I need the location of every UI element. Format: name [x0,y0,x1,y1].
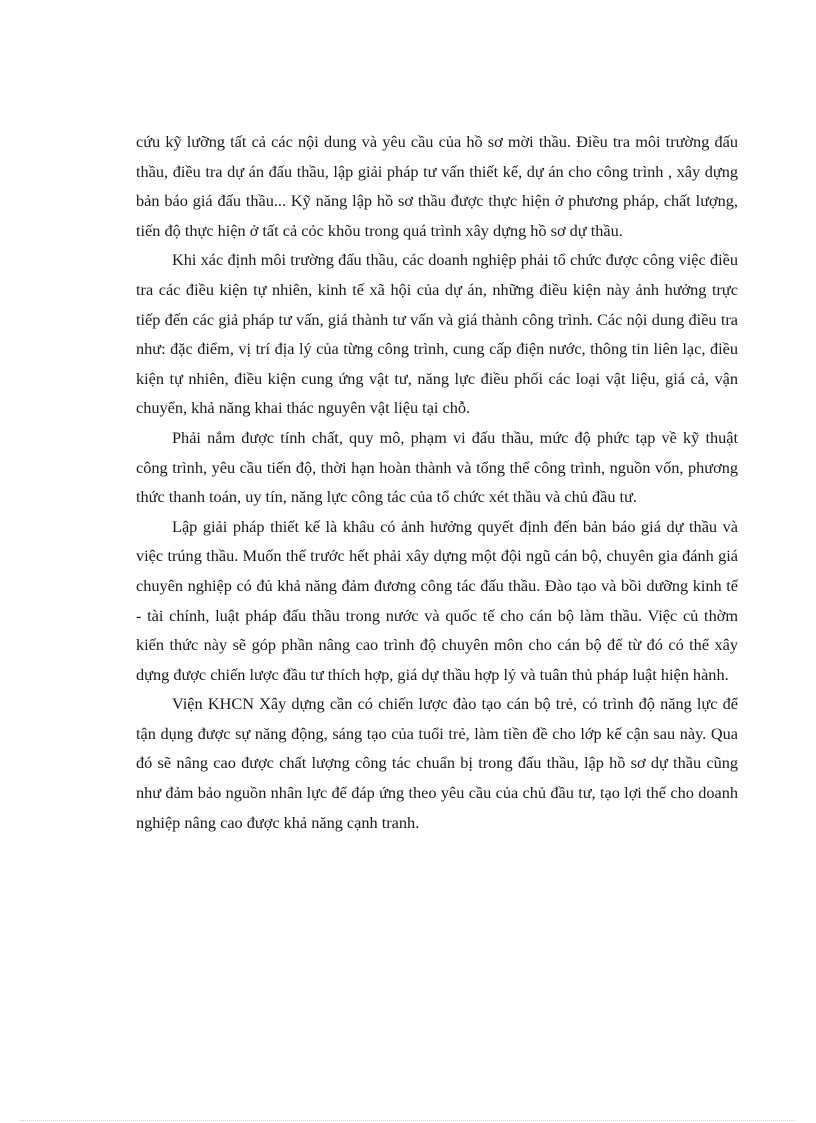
body-text [136,127,738,837]
page-bottom-divider [20,1120,796,1121]
paragraph-4: Lập giải pháp thiết kế là khâu có ảnh hưởng quyết định đến bản báo giá dự thầu và việc trúng thầu. Muốn thế trước hết phải xây dựng một đội ngũ cán bộ, chuyên gia đánh giá chuyên nghiệp có đủ khả năng đảm đương công tác đấu thầu. Đào tạo và bồi dưỡng kinh tế - tài chính, luật pháp đấu thầu trong nước và quốc tế cho cán bộ làm thầu. Việc củ thờm kiến thức này sẽ góp phần nâng cao trình độ chuyên môn cho cán bộ để từ đó có thể xây dựng được chiến lược đầu tư thích hợp, giá dự thầu hợp lý và tuân thủ pháp luật hiện hành. [136,516,738,684]
paragraph-3: Phải nắm được tính chất, quy mô, phạm vi đấu thầu, mức độ phức tạp về kỹ thuật công trình, yêu cầu tiến độ, thời hạn hoàn thành và tổng thể công trình, nguồn vốn, phương thức thanh toán, uy tín, năng lực công tác của tổ chức xét thầu và chủ đầu tư. [136,427,738,507]
paragraph-2: Khi xác định môi trường đấu thầu, các doanh nghiệp phải tổ chức được công việc điều tra các điều kiện tự nhiên, kinh tế xã hội của dự án, những điều kiện này ảnh hưởng trực tiếp đến các giả pháp tư vấn, giá thành tư vấn và giá thành công trình. Các nội dung điều tra như: đặc điểm, vị trí địa lý của từng công trình, cung cấp điện nước, thông tin liên lạc, điều kiện tự nhiên, điều kiện cung ứng vật tư, năng lực điều phối các loại vật liệu, giá cả, vận chuyển, khả năng khai thác nguyên vật liệu tại chỗ. [136,250,738,418]
paragraph-5: Viện KHCN Xây dựng cần có chiến lược đào tạo cán bộ trẻ, có trình độ năng lực để tận dụng được sự năng động, sáng tạo của tuổi trẻ, làm tiền đề cho lớp kế cận sau này. Qua đó sẽ nâng cao được chất lượng công tác chuẩn bị trong đấu thầu, lập hồ sơ dự thầu cũng như đảm bảo nguồn nhân lực để đáp ứng theo yêu cầu của chủ đầu tư, tạo lợi thế cho doanh nghiệp nâng cao được khả năng cạnh tranh. [136,694,738,832]
paragraph-1: cứu kỹ lưỡng tất cả các nội dung và yêu cầu của hồ sơ mời thầu. Điều tra môi trường đấu thầu, điều tra dự án đấu thầu, lập giải pháp tư vấn thiết kế, dự án cho công trình , xây dựng bản báo giá đấu thầu... Kỹ năng lập hồ sơ thầu được thực hiện ở phương pháp, chất lượng, tiến độ thực hiện ở tất cả cỏc khõu trong quá trình xây dựng hồ sơ dự thầu. [136,132,738,240]
